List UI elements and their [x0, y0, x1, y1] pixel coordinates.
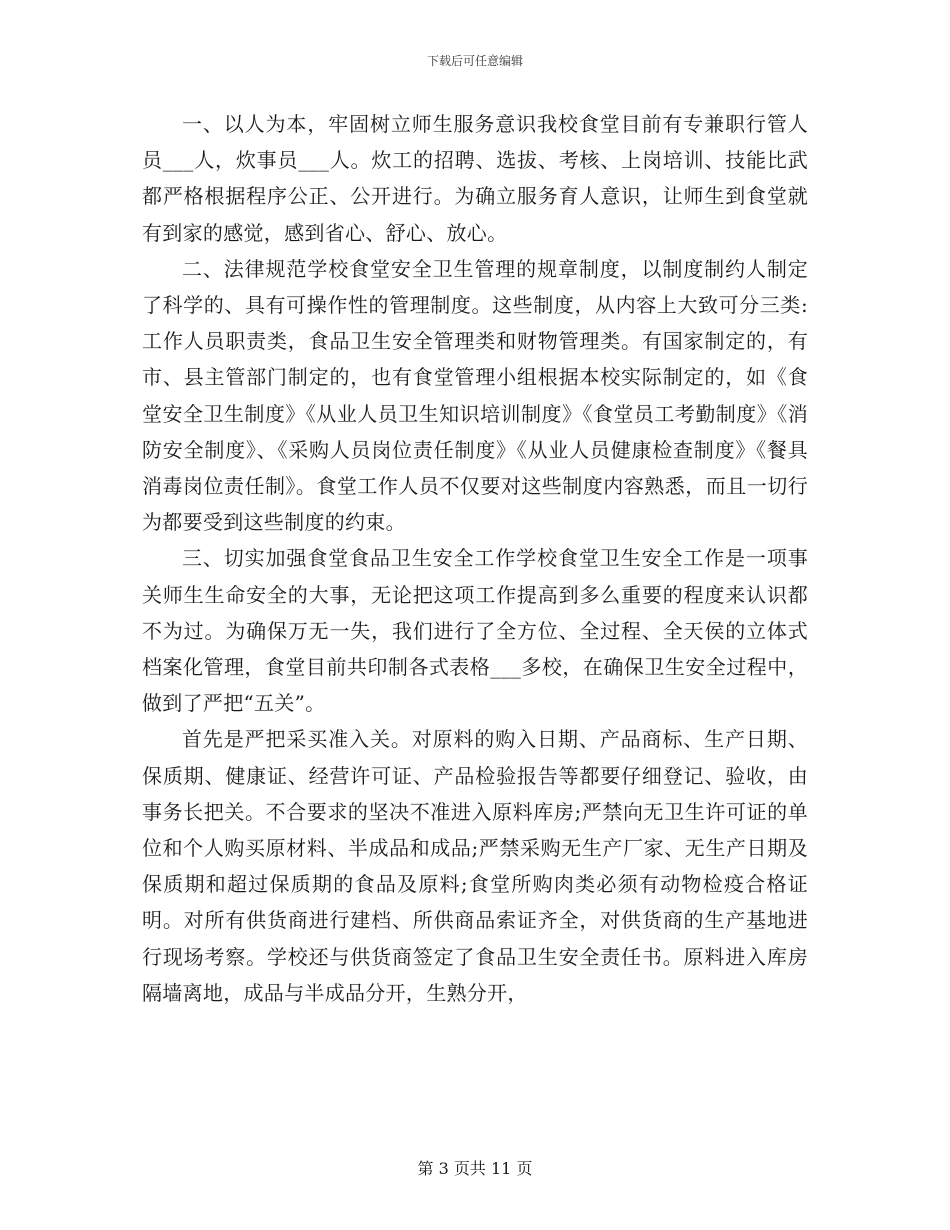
paragraph-food-safety: 三、切实加强食堂食品卫生安全工作学校食堂卫生安全工作是一项事关师生生命安全的大事，无论把这项工作提高到多么重要的程度来认识都不为过。为确保万无一失，我们进行了全方位、全过程、全天侯的立体式档案化管理，食堂目前共印制各式表格___多校，在确保卫生安全过程中，做到了严把“五关”。: [142, 546, 808, 716]
paragraph-people-oriented: 一、以人为本，牢固树立师生服务意识我校食堂目前有专兼职行管人员___人，炊事员___人。炊工的招聘、选拔、考核、上岗培训、技能比武都严格根据程序公正、公开进行。为确立服务育人意识，让师生到食堂就有到家的感觉，感到省心、舒心、放心。: [142, 112, 808, 245]
document-body: [142, 106, 808, 1011]
page-number: 第 3 页共 11 页: [417, 1159, 533, 1178]
page-header: 下载后可任意编辑: [426, 54, 523, 68]
paragraph-procurement: 首先是严把采买准入关。对原料的购入日期、产品商标、生产日期、保质期、健康证、经营许可证、产品检验报告等都要仔细登记、验收，由事务长把关。不合要求的坚决不准进入原料库房;严禁向无卫生许可证的单位和个人购买原材料、半成品和成品;严禁采购无生产厂家、无生产日期及保质期和超过保质期的食品及原料;食堂所购肉类必须有动物检疫合格证明。对所有供货商进行建档、所供商品索证齐全，对供货商的生产基地进行现场考察。学校还与供货商签定了食品卫生安全责任书。原料进入库房隔墙离地，成品与半成品分开，生熟分开，: [142, 727, 808, 1005]
paragraph-regulations: 二、法律规范学校食堂安全卫生管理的规章制度，以制度制约人制定了科学的、具有可操作性的管理制度。这些制度，从内容上大致可分三类:工作人员职责类，食品卫生安全管理类和财物管理类。有国家制定的，有市、县主管部门制定的，也有食堂管理小组根据本校实际制定的，如《食堂安全卫生制度》《从业人员卫生知识培训制度》《食堂员工考勤制度》《消防安全制度》、《采购人员岗位责任制度》《从业人员健康检查制度》《餐具消毒岗位责任制》。食堂工作人员不仅要对这些制度内容熟悉，而且一切行为都要受到这些制度的约束。: [142, 256, 808, 535]
